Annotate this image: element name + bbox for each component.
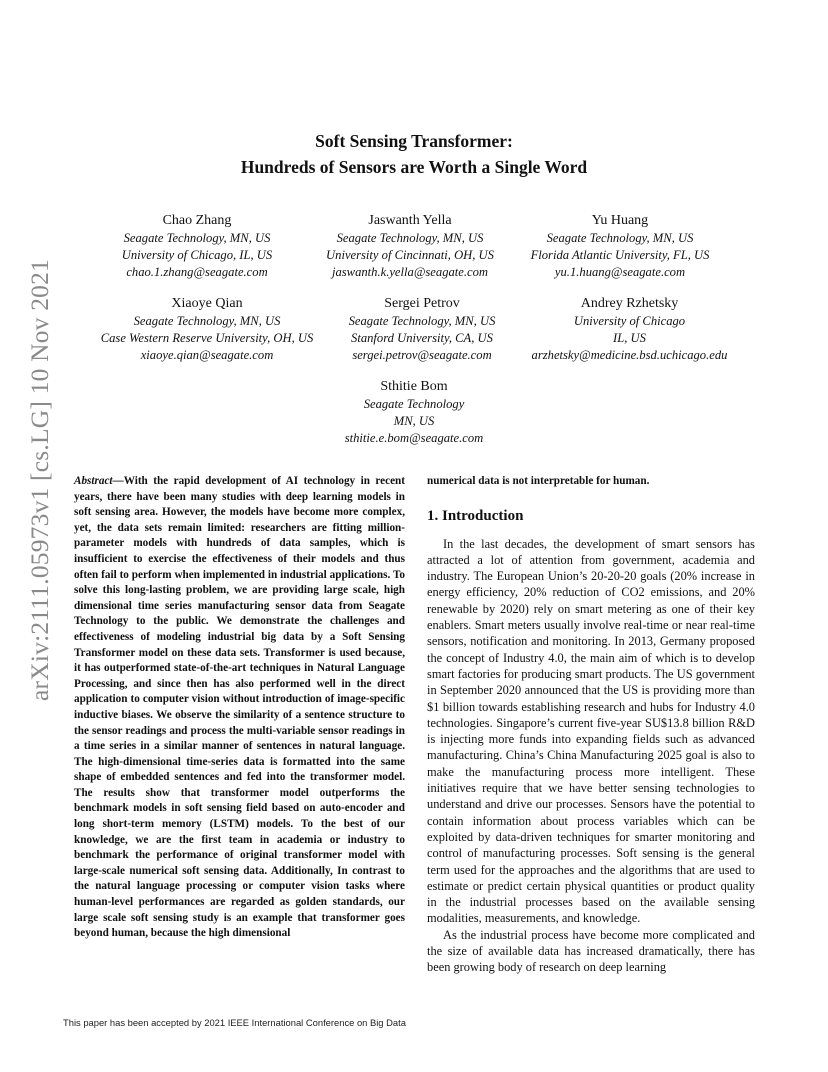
abstract-continued: numerical data is not interpretable for human. [427, 475, 650, 487]
author-block [512, 294, 747, 364]
paper-title [0, 128, 828, 180]
author-affiliation: University of Chicago, IL, US [121, 248, 273, 262]
paragraph: As the industrial process have become more complicated and the size of available data has increased dramatically, there has been growing body of research on deep learning [427, 927, 755, 975]
abstract [74, 474, 405, 942]
author-block [82, 211, 312, 281]
right-column [427, 474, 755, 976]
author-name: Chao Zhang [162, 213, 232, 228]
author-block [299, 377, 529, 447]
author-block [505, 211, 735, 281]
author-email: arzhetsky@medicine.bsd.uchicago.edu [531, 348, 728, 362]
author-block [290, 211, 530, 281]
author-affiliation: IL, US [613, 331, 646, 345]
author-affiliation: University of Chicago [573, 314, 686, 328]
author-affiliation: Seagate Technology, MN, US [133, 314, 281, 328]
author-block [308, 294, 536, 364]
author-name: Sthitie Bom [380, 379, 448, 394]
author-affiliation: Case Western Reserve University, OH, US [100, 331, 314, 345]
paragraph: In the last decades, the development of smart sensors has attracted a lot of attention from government, academia and industry. The European Union’s 20-20-20 goals (20% increase in energy efficiency, 20% reduction of CO2 emissions, and 20% renewable by 2020) rely on smart metering as one of their key enablers. Smart meters usually involve real-time or near real-time sensors, notification and monitoring. In 2013, Germany proposed the concept of Industry 4.0, the main aim of which is to develop smart factories for producing smart products. The US government in September 2020 announced that the US is providing more than $1 billion towards establishing research and hubs for Industry 4.0 technologies. Singapore’s current five-year SU$13.8 billion R&D is injecting more funds into expanding fields such as advanced manufacturing. China’s China Manufacturing 2025 goal is also to make the manufacturing process more intelligent. These initiatives require that we have better sensing technologies to understand and drive our processes. Sensors have the potential to contain information about process variables which can be exploited by data-driven techniques for smarter monitoring and control of manufacturing processes. Soft sensing is the general term used for the approaches and the algorithms that are used to estimate or predict certain physical quantities or product quality in the industrial processes based on the available sensing modalities, measurements, and knowledge. [427, 536, 755, 926]
author-name: Jaswanth Yella [368, 213, 452, 228]
author-affiliation: Seagate Technology [363, 397, 465, 411]
author-affiliation: Seagate Technology, MN, US [336, 231, 484, 245]
title-line-1: Soft Sensing Transformer: [315, 131, 513, 151]
arxiv-id: arXiv:2111.05973v1 [cs.LG] 10 Nov 2021 [25, 259, 54, 701]
author-name: Yu Huang [591, 213, 649, 228]
author-affiliation: Seagate Technology, MN, US [348, 314, 496, 328]
author-affiliation: University of Cincinnati, OH, US [326, 248, 494, 262]
author-block [76, 294, 338, 364]
abstract-text: —With the rapid development of AI technology in recent years, there have been many studies with deep learning models in soft sensing area. However, the models have become more complex, yet, the data sets remain limited: researchers are fitting million-parameter models with hundreds of data samples, which is insufficient to exercise the effectiveness of their models and thus often fail to perform when implemented in industrial applications. To solve this long-lasting problem, we are providing large scale, high dimensional time series manufacturing sensor data from Seagate Technology to the public. We demonstrate the challenges and effectiveness of modeling industrial big data by a Soft Sensing Transformer model on these data sets. Transformer is used because, it has outperformed state-of-the-art techniques in Natural Language Processing, and since then has also performed well in the direct application to computer vision without introduction of image-specific inductive biases. We observe the similarity of a sentence structure to the sensor readings and process the multi-variable sensor readings in a time series in a similar manner of sentences in natural language. The high-dimensional time-series data is formatted into the same shape of embedded sentences and fed into the transformer model. The results show that transformer model outperforms the benchmark models in soft sensing field based on auto-encoder and long short-term memory (LSTM) models. To the best of our knowledge, we are the first team in academia or industry to benchmark the performance of original transformer model with large-scale numerical soft sensing data. Additionally, In contrast to the natural language processing or computer vision tasks where human-level performances are regarded as golden standards, our large scale soft sensing study is an example that transformer goes beyond human, because the high dimensional [74, 475, 405, 940]
author-email: sergei.petrov@seagate.com [352, 348, 492, 362]
author-email: chao.1.zhang@seagate.com [126, 265, 268, 279]
author-affiliation: Florida Atlantic University, FL, US [530, 248, 710, 262]
abstract-label: Abstract [74, 475, 113, 487]
author-email: yu.1.huang@seagate.com [554, 265, 686, 279]
author-name: Andrey Rzhetsky [580, 296, 679, 311]
author-affiliation: Seagate Technology, MN, US [546, 231, 694, 245]
footer-note: This paper has been accepted by 2021 IEEE International Conference on Big Data [63, 1017, 406, 1028]
title-line-2: Hundreds of Sensors are Worth a Single Word [240, 157, 588, 177]
arxiv-stamp [20, 259, 60, 701]
author-affiliation: Seagate Technology, MN, US [123, 231, 271, 245]
author-affiliation: Stanford University, CA, US [351, 331, 493, 345]
author-name: Sergei Petrov [384, 296, 460, 311]
author-email: sthitie.e.bom@seagate.com [344, 431, 484, 445]
author-email: jaswanth.k.yella@seagate.com [331, 265, 489, 279]
section-heading: 1. Introduction [427, 507, 524, 524]
author-name: Xiaoye Qian [171, 296, 243, 311]
author-email: xiaoye.qian@seagate.com [140, 348, 274, 362]
author-affiliation: MN, US [393, 414, 435, 428]
